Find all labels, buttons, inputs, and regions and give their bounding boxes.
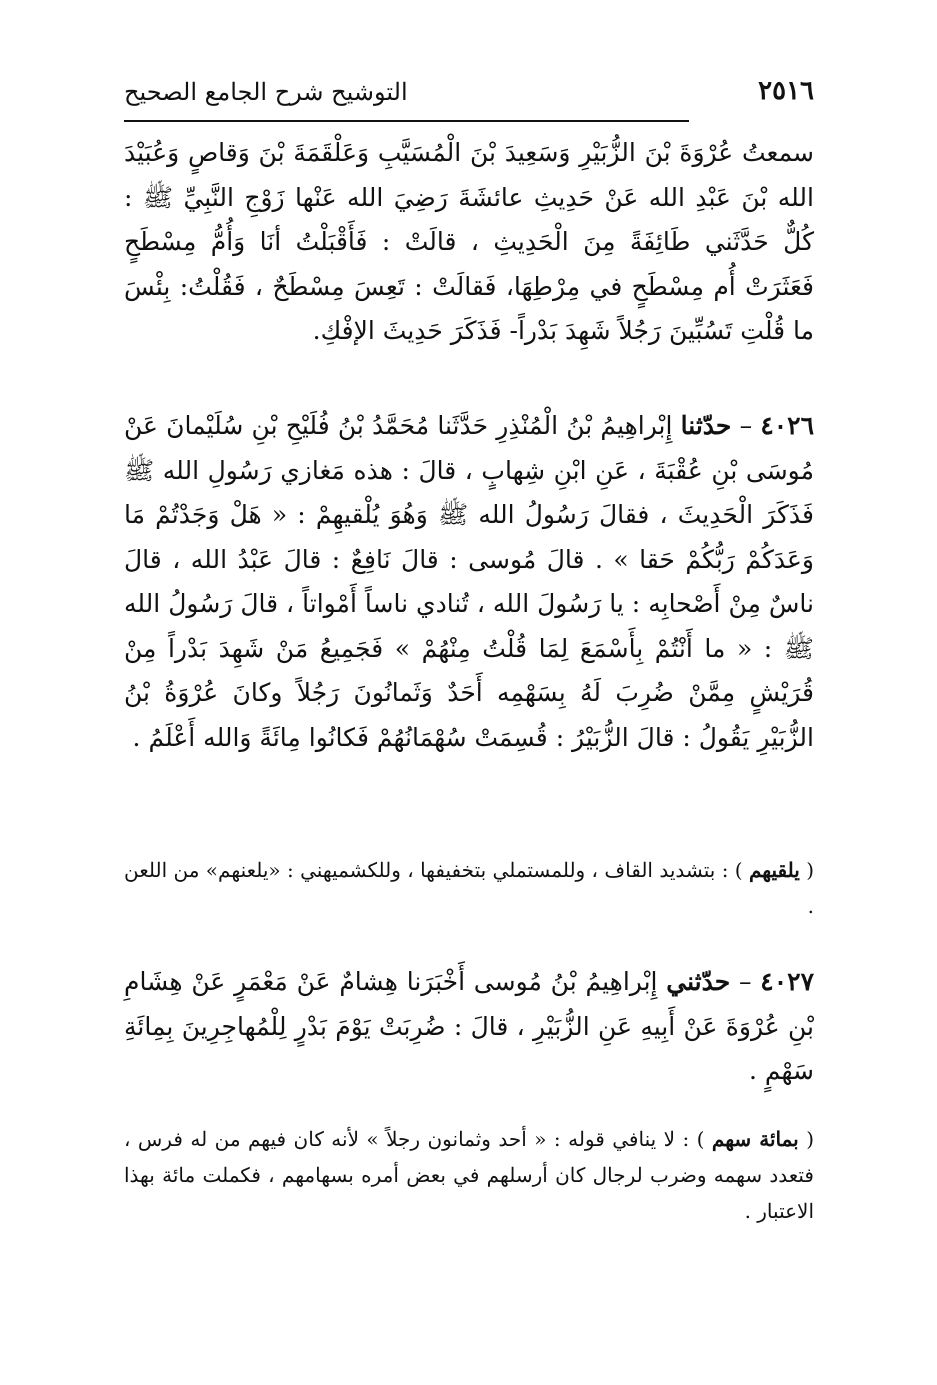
hadith-text: إِبْراهِيمُ بْنُ الْمُنْذِرِ حَدَّثَنا مُحَمَّدُ بْنُ فُلَيْحِ بْنِ سُلَيْمانَ عَنْ مُوسَى بْنِ عُقْبَةَ ، عَنِ ابْنِ شِهابٍ ، قالَ : هذه مَغازي رَسُولِ الله ﷺ فَذَكَرَ الْحَدِيثَ ، فقالَ رَسُولُ الله ﷺ وَهُوَ يُلْقيهِمْ : « هَلْ وَجَدْتُمْ مَا وَعَدَكُمْ رَبُّكُمْ حَقا » . قالَ مُوسى : قالَ نَافِعٌ : قالَ عَبْدُ الله ، قالَ ناسٌ مِنْ أَصْحابِه : يا رَسُولَ الله ، تُنادي ناساً أَمْواتاً ، قالَ رَسُولُ الله ﷺ : « ما أَنْتُمْ بِأَسْمَعَ لِمَا قُلْتُ مِنْهُمْ » فَجَمِيعُ مَنْ شَهِدَ بَدْراً مِنْ قُرَيْشٍ مِمَّنْ ضُرِبَ لَهُ بِسَهْمِه أَحَدٌ وَثَمانُونَ رَجُلاً وكانَ عُرْوَةُ بْنُ الزُّبَيْرِ يَقُولُ : قالَ الزُّبَيْرُ : قُسِمَتْ سُهْمَانُهُمْ فَكانُوا مِائَةً وَالله أَعْلَمُ . — [124, 411, 814, 752]
continuation-text: سمعتُ عُرْوَةَ بْنَ الزُّبَيْرِ وَسَعِيدَ بْنَ الْمُسَيَّبِ وَعَلْقَمَةَ بْنَ وَقاصٍ وَعُبَيْدَ الله بْنَ عَبْدِ الله عَنْ حَدِيثِ عائشَةَ رَضِيَ الله عَنْها زَوْجِ النَّبِيِّ ﷺ : كُلٌّ حَدَّثَني طَائِفَةً مِنَ الْحَدِيثِ ، قالَتْ : فَأَقْبَلْتُ أنَا وَأُمُّ مِسْطَحٍ فَعَثَرَتْ أُم مِسْطَحٍ في مِرْطِهَا، فَقالَتْ : تَعِسَ مِسْطَحٌ ، فَقُلْتُ: بِئْسَ ما قُلْتِ تَسُبِّينَ رَجُلاً شَهِدَ بَدْراً- فَذَكَرَ حَدِيثَ الإفْكِ. — [124, 138, 814, 345]
note-open-paren: ( — [806, 858, 814, 882]
note-term: يلقيهم — [748, 858, 800, 882]
hadith-number: ٤٠٢٧ — [760, 967, 815, 996]
note-text: ) : لا ينافي قوله : « أحد وثمانون رجلاً » لأنه كان فيهم من له فرس ، فتعدد سهمه وضرب لرجال كان أرسلهم في بعض أمره بسهامهم ، فكملت مائة بهذا الاعتبار . — [124, 1127, 814, 1223]
note-open-paren: ( — [806, 1127, 815, 1151]
header-rule — [124, 120, 689, 122]
hadith-4026 — [124, 404, 814, 760]
note-text: ) : بتشديد القاف ، وللمستملي بتخفيفها ، وللكشميهني : «يلعنهم» من اللعن . — [124, 858, 814, 918]
note-term: بمائة سهم — [711, 1127, 799, 1151]
hadith-lead-word: حدّثنا — [680, 411, 732, 440]
hadith-dash: – — [739, 967, 752, 996]
continuation-paragraph — [124, 131, 814, 354]
hadith-number: ٤٠٢٦ — [760, 411, 815, 440]
hadith-lead-word: حدّثني — [666, 967, 731, 996]
hadith-dash: – — [739, 411, 753, 440]
hadith-4027 — [124, 960, 814, 1094]
running-title: التوشيح شرح الجامع الصحيح — [124, 78, 408, 106]
page-number: ٢٥١٦ — [758, 76, 814, 106]
page-header — [124, 72, 814, 118]
hadith-text: إِبْراهِيمُ بْنُ مُوسى أَخْبَرَنا هِشامٌ عَنْ مَعْمَرٍ عَنْ هِشَامِ بْنِ عُرْوَةَ عَنْ أَبِيهِ عَنِ الزُّبَيْرِ ، قالَ : ضُرِبَتْ يَوْمَ بَدْرٍ لِلْمُهاجِرِينَ بِمِائَةِ سَهْمٍ . — [124, 967, 814, 1085]
commentary-note-1 — [124, 852, 814, 924]
commentary-note-2 — [124, 1121, 814, 1229]
